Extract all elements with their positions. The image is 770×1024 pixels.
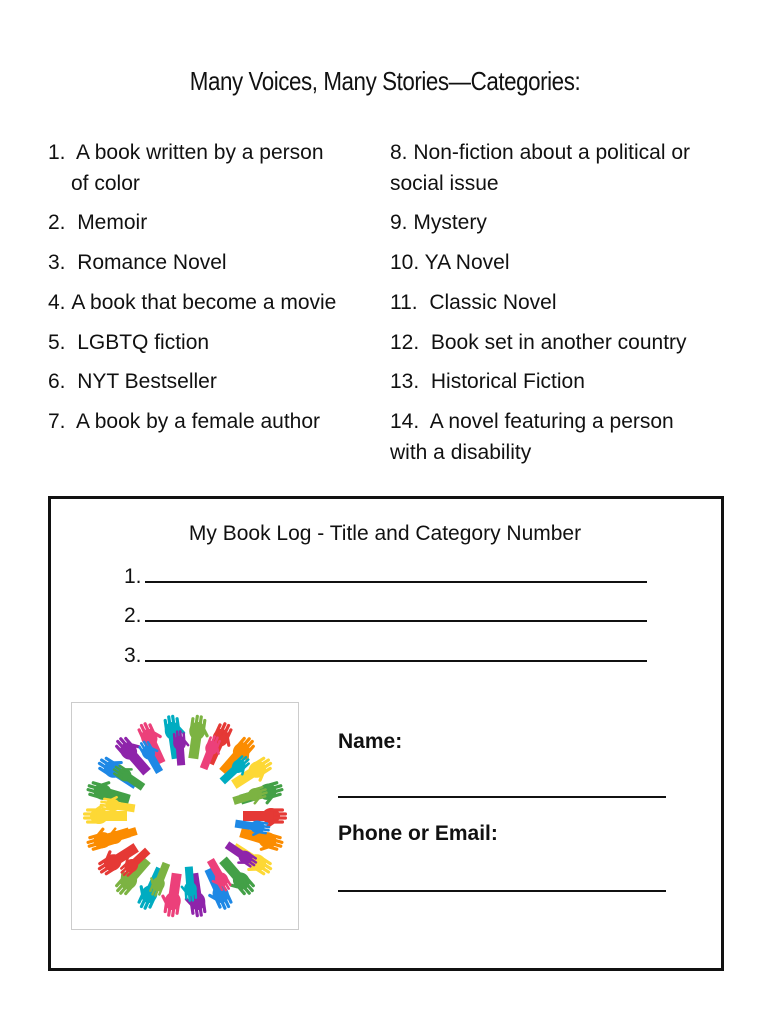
- category-item-1: 1. A book written by a person of color: [48, 141, 324, 195]
- phone-email-field[interactable]: [338, 890, 666, 892]
- book-log-blank[interactable]: [145, 565, 647, 583]
- category-item-2: 2. Memoir: [48, 211, 148, 234]
- category-item-8: 8. Non-fiction about a political or social issue: [390, 141, 691, 195]
- category-item-7: 7. A book by a female author: [48, 410, 321, 433]
- book-log-entry-2[interactable]: 2.: [124, 604, 647, 628]
- category-item-6: 6. NYT Bestseller: [48, 370, 217, 393]
- colorful-hands-circle-image: [71, 702, 299, 930]
- page-title: Many Voices, Many Stories—Categories:: [189, 66, 581, 96]
- category-item-9: 9. Mystery: [390, 211, 487, 234]
- book-log-blank[interactable]: [145, 604, 647, 622]
- category-item-11: 11. Classic Novel: [390, 291, 557, 314]
- book-log-heading: My Book Log - Title and Category Number: [188, 522, 582, 545]
- book-log-blank[interactable]: [145, 644, 647, 662]
- name-field[interactable]: [338, 796, 666, 798]
- phone-email-label: Phone or Email:: [338, 822, 498, 845]
- category-item-13: 13. Historical Fiction: [390, 370, 585, 393]
- book-log-entry-3[interactable]: 3.: [124, 644, 647, 668]
- category-item-12: 12. Book set in another country: [390, 331, 687, 354]
- category-item-10: 10. YA Novel: [390, 251, 510, 274]
- book-log-entry-1[interactable]: 1.: [124, 565, 647, 589]
- category-item-5: 5. LGBTQ fiction: [48, 331, 210, 354]
- category-item-14: 14. A novel featuring a person with a disability: [390, 410, 674, 464]
- category-item-3: 3. Romance Novel: [48, 251, 227, 274]
- category-item-4: 4. A book that become a movie: [48, 291, 337, 314]
- name-label: Name:: [338, 730, 403, 753]
